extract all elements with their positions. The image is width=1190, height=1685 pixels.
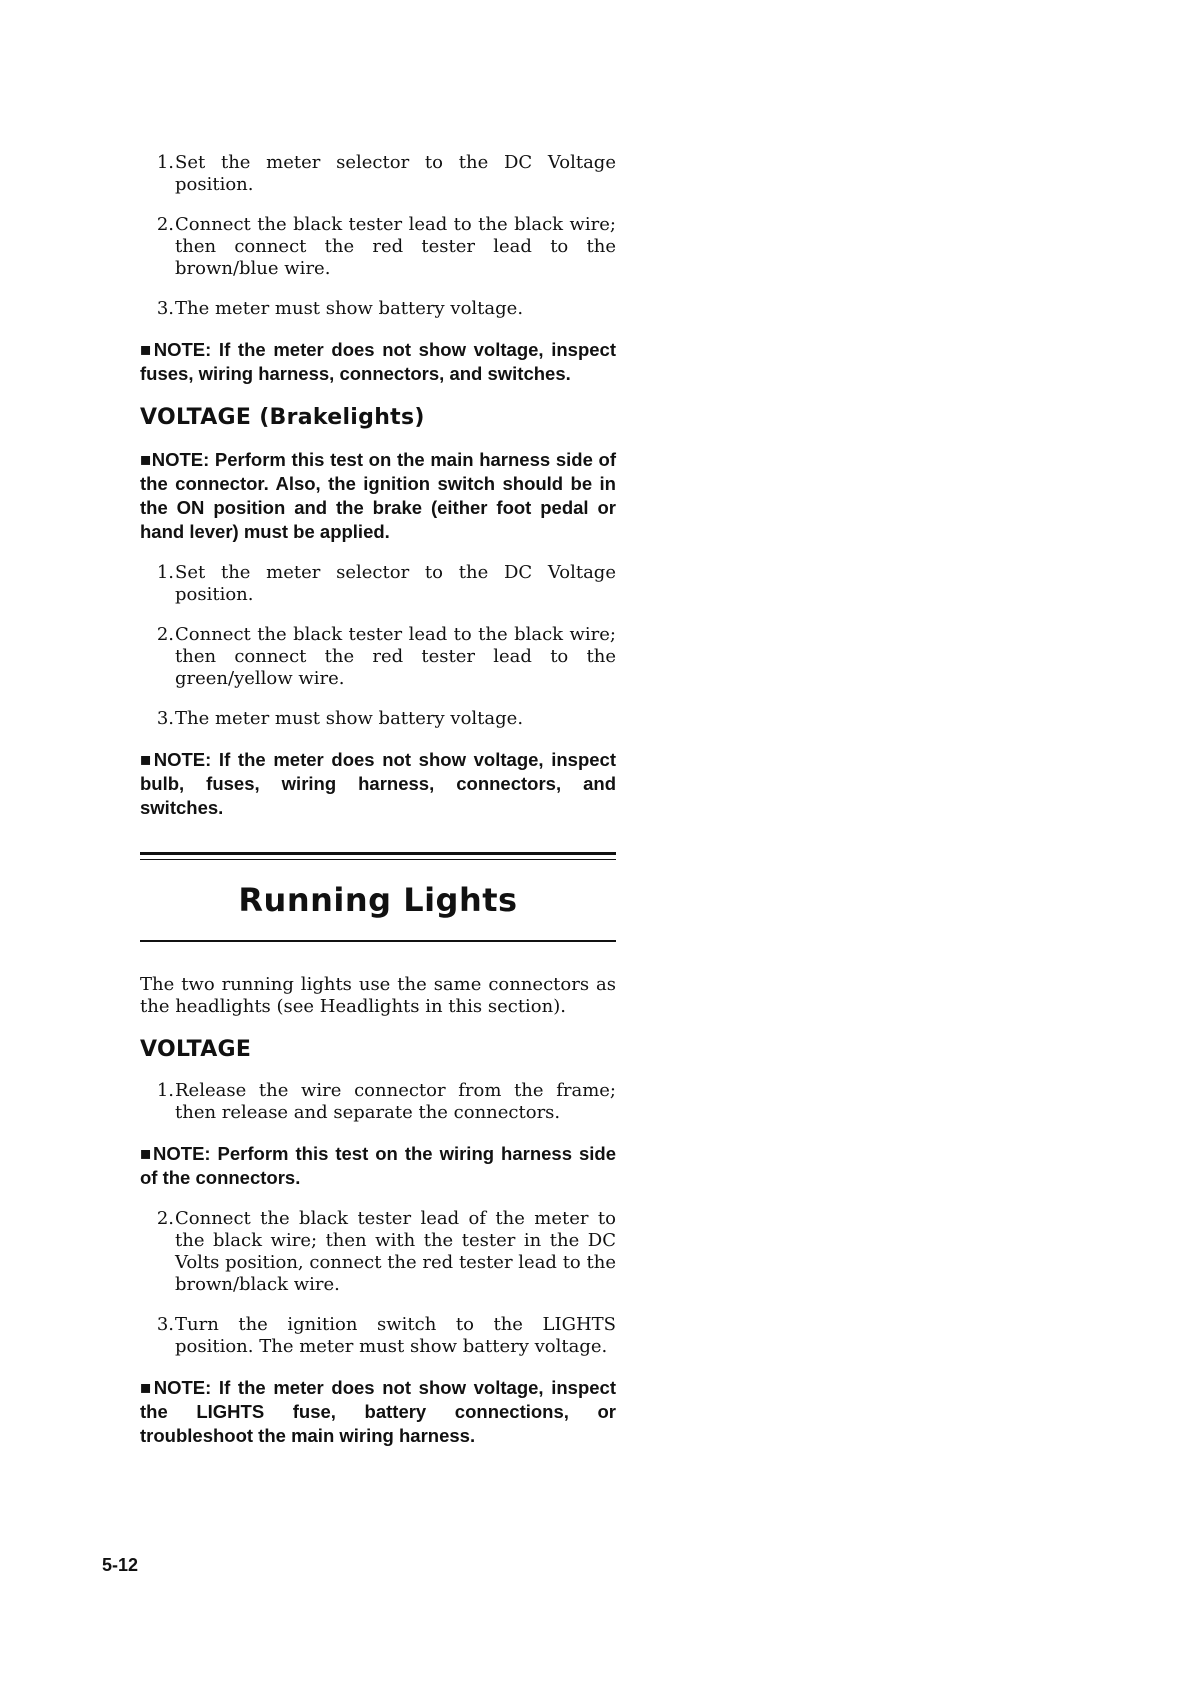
- note: ■NOTE: Perform this test on the wiring harness side of the connectors.: [140, 1143, 616, 1188]
- list-item: [140, 152, 616, 196]
- step-text: Connect the black tester lead to the black wire; then connect the red tester lead to the green/yellow wire.: [175, 624, 616, 689]
- steps-list: [140, 152, 616, 320]
- step-number: 2.: [156, 1208, 174, 1229]
- step-number: 1.: [156, 1080, 174, 1101]
- note: ■NOTE: If the meter does not show voltage, inspect the LIGHTS fuse, battery connections, or troubleshoot the main wiring harness.: [140, 1377, 616, 1446]
- page-number: 5-12: [102, 1555, 139, 1575]
- list-item: [140, 624, 616, 690]
- step-number: 1.: [156, 152, 174, 173]
- section-divider-top: [140, 852, 616, 860]
- section-divider-bottom: [140, 940, 616, 942]
- step-number: 3.: [156, 298, 174, 319]
- step-number: 2.: [156, 624, 174, 645]
- step-text: The meter must show battery voltage.: [175, 298, 524, 319]
- content-column: [140, 152, 616, 1466]
- step-text: Connect the black tester lead of the meter to the black wire; then with the tester in the DC Volts position, connect the red tester lead to the brown/black wire.: [175, 1208, 616, 1295]
- note: ■NOTE: Perform this test on the main harness side of the connector. Also, the ignition switch should be in the ON position and the brake (either foot pedal or hand lever) must be applied.: [140, 449, 616, 542]
- list-item: [140, 214, 616, 280]
- note: ■NOTE: If the meter does not show voltage, inspect fuses, wiring harness, connectors, and switches.: [140, 339, 616, 384]
- step-text: Set the meter selector to the DC Voltage position.: [175, 152, 616, 195]
- list-item: [140, 298, 616, 320]
- note: ■NOTE: If the meter does not show voltage, inspect bulb, fuses, wiring harness, connectors, and switches.: [140, 749, 616, 818]
- list-item: [140, 708, 616, 730]
- list-item: [140, 1080, 616, 1124]
- list-item: [140, 1314, 616, 1358]
- subsection-heading: VOLTAGE (Brakelights): [140, 405, 425, 430]
- section-title: Running Lights: [238, 881, 518, 919]
- step-text: Connect the black tester lead to the black wire; then connect the red tester lead to the brown/blue wire.: [175, 214, 616, 279]
- intro-paragraph: The two running lights use the same connectors as the headlights (see Headlights in this section).: [140, 974, 616, 1017]
- subsection-heading: VOLTAGE: [140, 1037, 252, 1062]
- steps-list: [140, 562, 616, 730]
- step-number: 2.: [156, 214, 174, 235]
- step-number: 1.: [156, 562, 174, 583]
- steps-list: [140, 1208, 616, 1358]
- step-text: Turn the ignition switch to the LIGHTS position. The meter must show battery voltage.: [175, 1314, 616, 1357]
- steps-list: [140, 1080, 616, 1124]
- step-number: 3.: [156, 708, 174, 729]
- step-text: Set the meter selector to the DC Voltage position.: [175, 562, 616, 605]
- step-text: Release the wire connector from the frame; then release and separate the connectors.: [175, 1080, 616, 1123]
- list-item: [140, 562, 616, 606]
- list-item: [140, 1208, 616, 1296]
- step-text: The meter must show battery voltage.: [175, 708, 524, 729]
- step-number: 3.: [156, 1314, 174, 1335]
